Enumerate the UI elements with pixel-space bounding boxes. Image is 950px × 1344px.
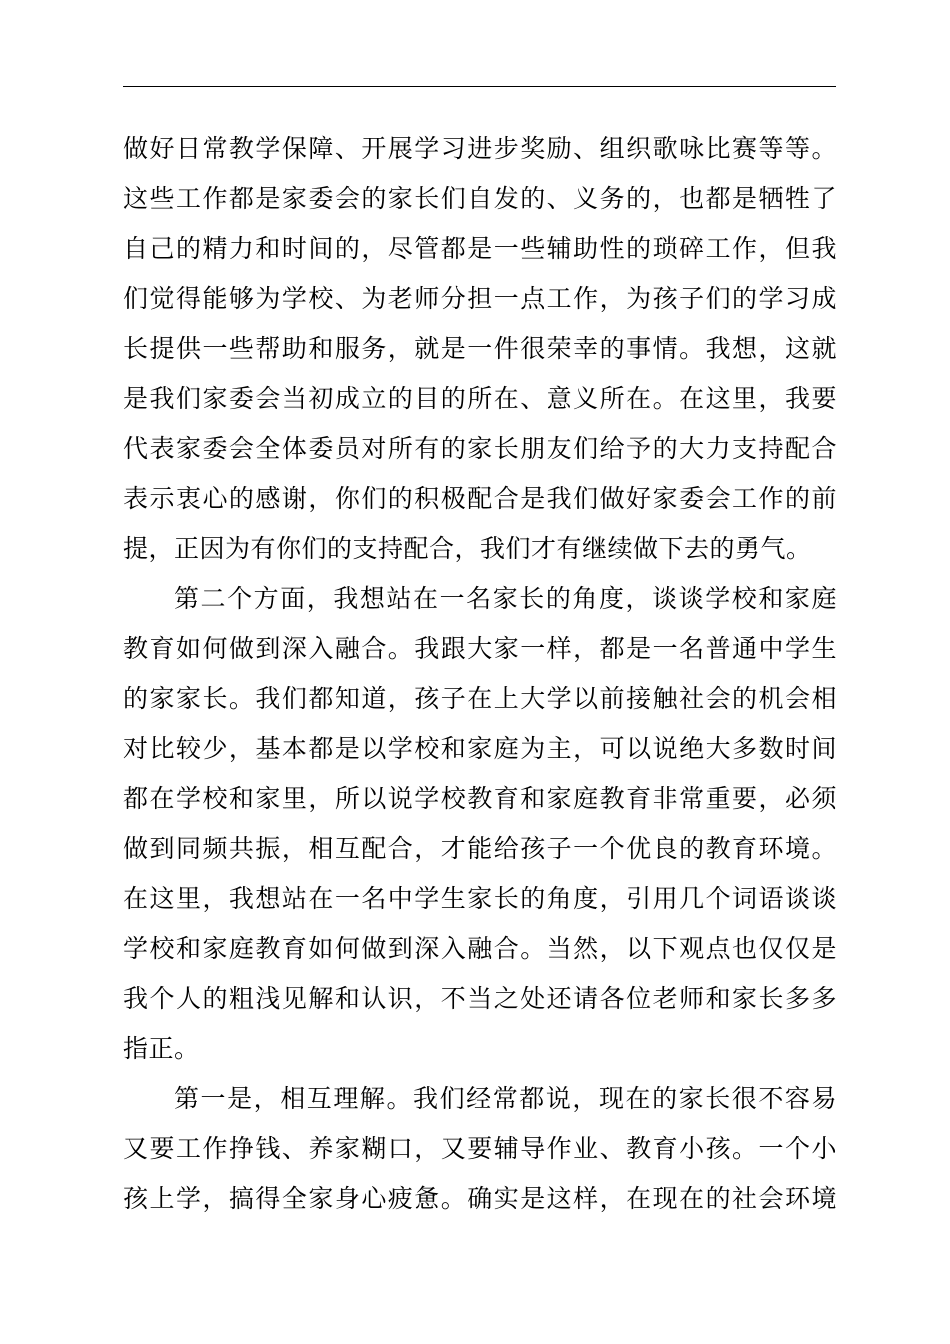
text-line: 是我们家委会当初成立的目的所在、意义所在。在这里，我要: [123, 384, 837, 413]
text-line: 都在学校和家里，所以说学校教育和家庭教育非常重要，必须: [123, 784, 837, 813]
text-line: 这些工作都是家委会的家长们自发的、义务的，也都是牺牲了: [123, 184, 837, 213]
paragraph-start-line: 第一是，相互理解。我们经常都说，现在的家长很不容易: [174, 1084, 837, 1113]
body-text: [123, 124, 837, 1224]
text-line: 提，正因为有你们的支持配合，我们才有继续做下去的勇气。: [123, 534, 812, 563]
text-line: 代表家委会全体委员对所有的家长朋友们给予的大力支持配合: [123, 434, 837, 463]
text-line: 长提供一些帮助和服务，就是一件很荣幸的事情。我想，这就: [123, 334, 837, 363]
text-line: 指正。: [123, 1034, 200, 1063]
text-line: 学校和家庭教育如何做到深入融合。当然，以下观点也仅仅是: [123, 934, 837, 963]
text-line: 我个人的粗浅见解和认识，不当之处还请各位老师和家长多多: [123, 984, 837, 1013]
paragraph-start-line: 第二个方面，我想站在一名家长的角度，谈谈学校和家庭: [174, 584, 837, 613]
text-line: 做到同频共振，相互配合，才能给孩子一个优良的教育环境。: [123, 834, 837, 863]
text-line: 教育如何做到深入融合。我跟大家一样，都是一名普通中学生: [123, 634, 837, 663]
text-line: 在这里，我想站在一名中学生家长的角度，引用几个词语谈谈: [123, 884, 837, 913]
text-line: 们觉得能够为学校、为老师分担一点工作，为孩子们的学习成: [123, 284, 837, 313]
text-line: 对比较少，基本都是以学校和家庭为主，可以说绝大多数时间: [123, 734, 837, 763]
text-line: 的家家长。我们都知道，孩子在上大学以前接触社会的机会相: [123, 684, 837, 713]
text-line: 自己的精力和时间的，尽管都是一些辅助性的琐碎工作，但我: [123, 234, 837, 263]
text-line: 表示衷心的感谢，你们的积极配合是我们做好家委会工作的前: [123, 484, 837, 513]
header-rule: [123, 86, 836, 87]
text-line: 做好日常教学保障、开展学习进步奖励、组织歌咏比赛等等。: [123, 134, 837, 163]
text-line: 孩上学，搞得全家身心疲惫。确实是这样，在现在的社会环境: [123, 1184, 837, 1213]
text-line: 又要工作挣钱、养家糊口，又要辅导作业、教育小孩。一个小: [123, 1134, 837, 1163]
